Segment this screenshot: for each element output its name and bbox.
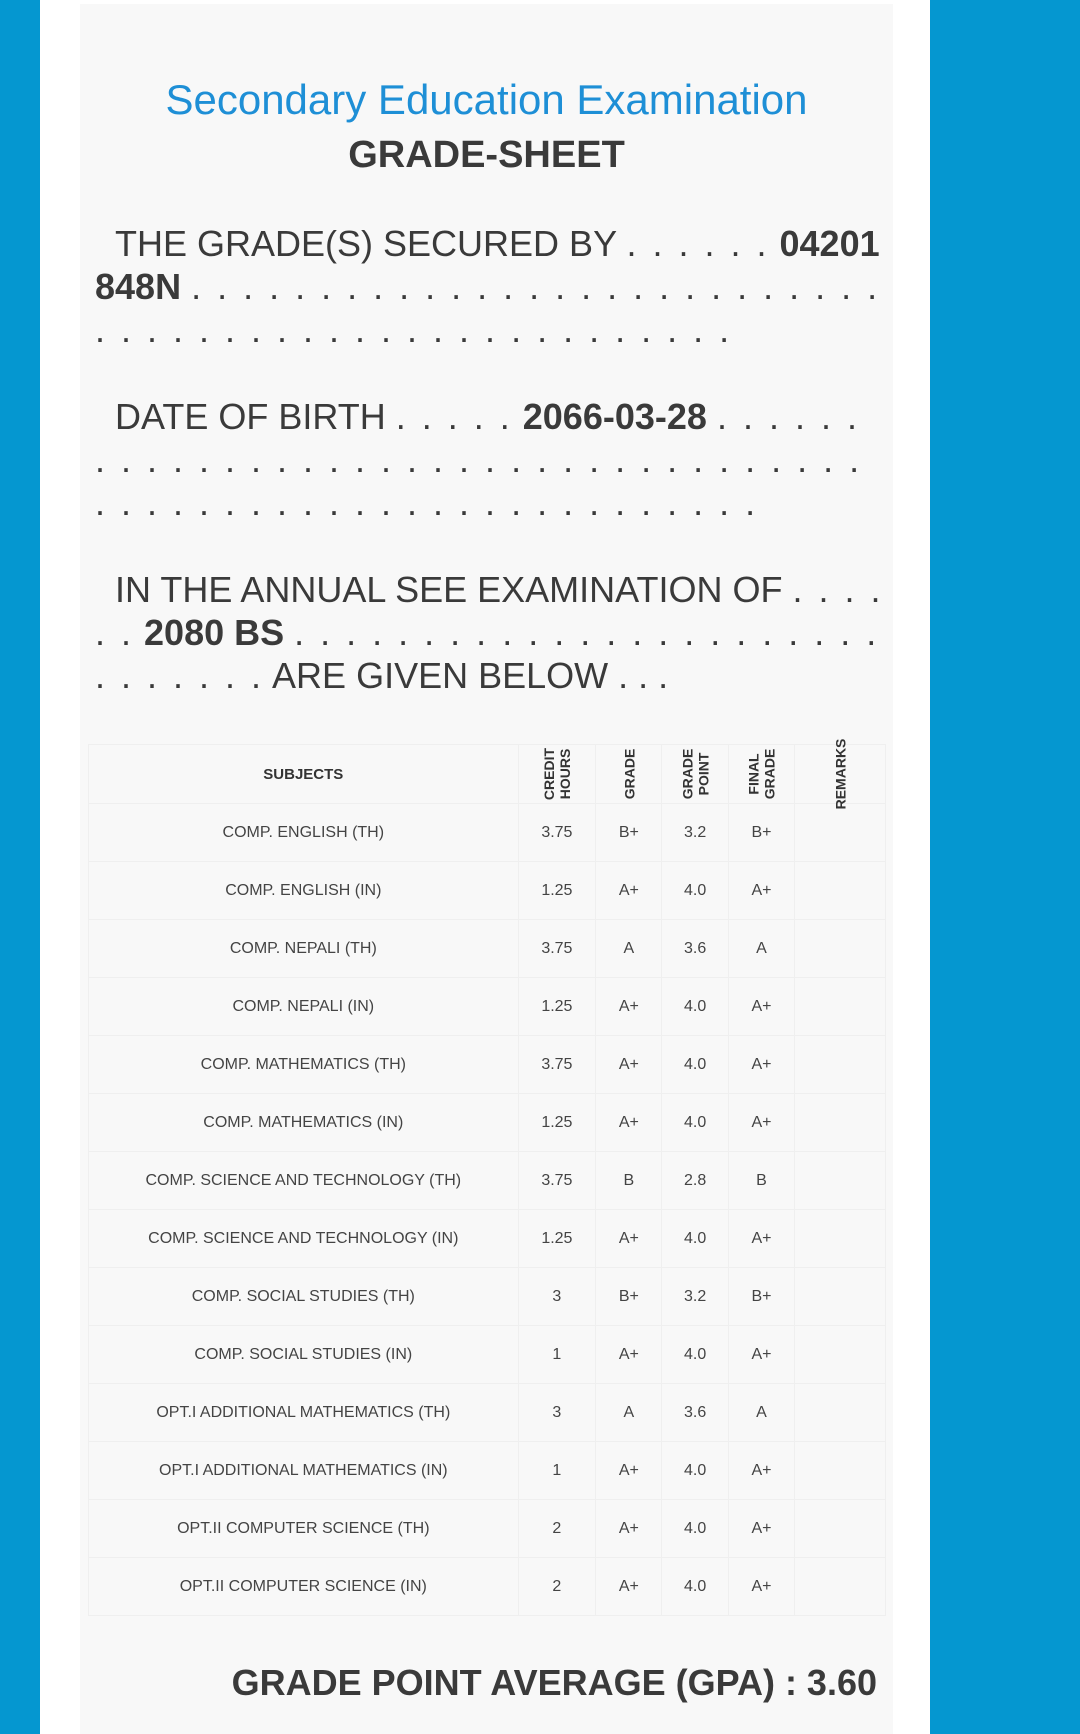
table-row (89, 1036, 886, 1094)
credit-hours-header (518, 745, 596, 804)
subject-cell: OPT.I ADDITIONAL MATHEMATICS (TH) (89, 1384, 519, 1442)
grade-cell: A+ (596, 1210, 662, 1268)
remarks-cell (795, 1210, 886, 1268)
final-grade-cell: A+ (728, 862, 794, 920)
table-row (89, 978, 886, 1036)
remarks-cell (795, 1036, 886, 1094)
grade-cell: A (596, 920, 662, 978)
table-row (89, 804, 886, 862)
grade-cell: A+ (596, 862, 662, 920)
credit-hours-cell: 3.75 (518, 920, 596, 978)
grade-point-cell: 4.0 (662, 862, 728, 920)
subject-cell: COMP. SCIENCE AND TECHNOLOGY (IN) (89, 1210, 519, 1268)
grade-cell: B+ (596, 1268, 662, 1326)
final-grade-cell: A (728, 920, 794, 978)
dots: . . . . . . (95, 569, 884, 653)
dots: . . . . . . . . . . . . . . . . . . . . . . . . . . . . . . . . . . . . . . . . . . . . . . . . . . . . . . . . . . . . . . (95, 396, 863, 523)
header-line: CREDIT (540, 747, 557, 800)
grade-point-cell: 4.0 (662, 1036, 728, 1094)
final-grade-cell: A+ (728, 1442, 794, 1500)
secured-by-label: THE GRADE(S) SECURED BY (115, 223, 617, 264)
credit-hours-cell: 2 (518, 1500, 596, 1558)
grade-cell: A (596, 1384, 662, 1442)
grade-point-cell: 2.8 (662, 1152, 728, 1210)
remarks-cell (795, 1558, 886, 1616)
final-grade-cell: A+ (728, 1036, 794, 1094)
dots: . . . . . . (626, 223, 770, 264)
exam-year: 2080 BS (144, 612, 285, 653)
remarks-cell (795, 1384, 886, 1442)
grade-cell: A+ (596, 1442, 662, 1500)
table-row (89, 1326, 886, 1384)
subject-cell: COMP. NEPALI (TH) (89, 920, 519, 978)
grades-table (88, 738, 886, 1616)
dots: . . . . . (395, 396, 513, 437)
credit-hours-cell: 2 (518, 1558, 596, 1616)
final-grade-cell: A+ (728, 1326, 794, 1384)
subject-cell: OPT.I ADDITIONAL MATHEMATICS (IN) (89, 1442, 519, 1500)
grade-cell: A+ (596, 1326, 662, 1384)
subject-cell: COMP. SOCIAL STUDIES (TH) (89, 1268, 519, 1326)
subject-cell: COMP. NEPALI (IN) (89, 978, 519, 1036)
credit-hours-cell: 3.75 (518, 1152, 596, 1210)
table-row (89, 1384, 886, 1442)
table-row (89, 1500, 886, 1558)
final-grade-cell: B+ (728, 804, 794, 862)
grade-cell: A+ (596, 1094, 662, 1152)
date-of-birth: 2066-03-28 (522, 396, 707, 437)
grade-point-cell: 4.0 (662, 978, 728, 1036)
final-grade-cell: A+ (728, 1210, 794, 1268)
table-row (89, 920, 886, 978)
grade-cell: B (596, 1152, 662, 1210)
header-line: GRADE (679, 748, 696, 799)
credit-hours-cell: 1.25 (518, 1210, 596, 1268)
credit-hours-cell: 3.75 (518, 1036, 596, 1094)
grade-point-cell: 3.6 (662, 1384, 728, 1442)
remarks-cell (795, 1326, 886, 1384)
dob-label: DATE OF BIRTH (115, 396, 386, 437)
subject-cell: COMP. ENGLISH (IN) (89, 862, 519, 920)
header-line: FINAL (745, 752, 762, 795)
remarks-cell (795, 1442, 886, 1500)
grade-point-cell: 4.0 (662, 1558, 728, 1616)
symbol-number: 04201848N (95, 223, 880, 307)
table-row (89, 1442, 886, 1500)
grade-point-cell: 4.0 (662, 1094, 728, 1152)
final-grade-header (728, 745, 794, 804)
grade-cell: A+ (596, 1558, 662, 1616)
exam-paragraph (95, 568, 885, 697)
grade-cell: A+ (596, 1036, 662, 1094)
credit-hours-cell: 3 (518, 1268, 596, 1326)
subject-cell: OPT.II COMPUTER SCIENCE (IN) (89, 1558, 519, 1616)
remarks-cell (795, 978, 886, 1036)
remarks-cell (795, 1500, 886, 1558)
grade-point-header (662, 745, 728, 804)
credit-hours-cell: 1.25 (518, 1094, 596, 1152)
credit-hours-cell: 1.25 (518, 978, 596, 1036)
credit-hours-cell: 1 (518, 1326, 596, 1384)
grade-cell: B+ (596, 804, 662, 862)
table-row (89, 1558, 886, 1616)
given-below-text: ARE GIVEN BELOW . . . (272, 655, 669, 696)
dots: . . . . . . . . . . . . . . . . . . . . . . . . . . . . . . . . . . . . . . . . . . . . . . . . . . . . (95, 266, 881, 350)
subject-cell: COMP. MATHEMATICS (IN) (89, 1094, 519, 1152)
remarks-cell (795, 920, 886, 978)
page-container (40, 0, 930, 1734)
table-row (89, 1152, 886, 1210)
grade-point-cell: 3.2 (662, 804, 728, 862)
grade-cell: A+ (596, 1500, 662, 1558)
subject-cell: COMP. SOCIAL STUDIES (IN) (89, 1326, 519, 1384)
header-line: HOURS (556, 748, 573, 799)
table-row (89, 1268, 886, 1326)
gpa-summary: GRADE POINT AVERAGE (GPA) : 3.60 (231, 1662, 877, 1703)
final-grade-cell: A+ (728, 1500, 794, 1558)
credit-hours-cell: 1.25 (518, 862, 596, 920)
subjects-header: SUBJECTS (89, 745, 519, 804)
table-row (89, 1094, 886, 1152)
remarks-cell (795, 1268, 886, 1326)
table-row (89, 1210, 886, 1268)
grade-point-cell: 4.0 (662, 1442, 728, 1500)
subject-cell: OPT.II COMPUTER SCIENCE (TH) (89, 1500, 519, 1558)
credit-hours-cell: 3 (518, 1384, 596, 1442)
credit-hours-cell: 1 (518, 1442, 596, 1500)
subject-cell: COMP. ENGLISH (TH) (89, 804, 519, 862)
final-grade-cell: A (728, 1384, 794, 1442)
header-line: REMARKS (832, 738, 849, 809)
grade-point-cell: 3.6 (662, 920, 728, 978)
credit-hours-cell: 3.75 (518, 804, 596, 862)
final-grade-cell: A+ (728, 978, 794, 1036)
remarks-cell (795, 862, 886, 920)
dots: . . . . . . . . . . . . . . . . . . . . . . . . . . . . . . (95, 612, 880, 696)
grade-point-cell: 4.0 (662, 1500, 728, 1558)
exam-label: IN THE ANNUAL SEE EXAMINATION OF (115, 569, 783, 610)
header-line: POINT (695, 752, 712, 795)
final-grade-cell: A+ (728, 1094, 794, 1152)
table-header-row (89, 745, 886, 804)
grades-body (89, 804, 886, 1616)
remarks-header (795, 738, 886, 809)
exam-title: Secondary Education Examination (165, 76, 808, 123)
sheet-title: GRADE-SHEET (348, 134, 625, 176)
final-grade-cell: B+ (728, 1268, 794, 1326)
dob-paragraph (95, 395, 885, 524)
header-line: GRADE (620, 748, 637, 799)
final-grade-cell: A+ (728, 1558, 794, 1616)
final-grade-cell: B (728, 1152, 794, 1210)
grade-point-cell: 4.0 (662, 1210, 728, 1268)
remarks-cell (795, 1152, 886, 1210)
remarks-cell (795, 804, 886, 862)
header-line: GRADE (761, 748, 778, 799)
remarks-cell (795, 1094, 886, 1152)
grade-sheet (80, 4, 893, 1734)
subject-cell: COMP. MATHEMATICS (TH) (89, 1036, 519, 1094)
secured-by-paragraph (95, 222, 885, 351)
subject-cell: COMP. SCIENCE AND TECHNOLOGY (TH) (89, 1152, 519, 1210)
grade-point-cell: 3.2 (662, 1268, 728, 1326)
grade-point-cell: 4.0 (662, 1326, 728, 1384)
grade-header (596, 745, 662, 804)
grade-cell: A+ (596, 978, 662, 1036)
table-row (89, 862, 886, 920)
